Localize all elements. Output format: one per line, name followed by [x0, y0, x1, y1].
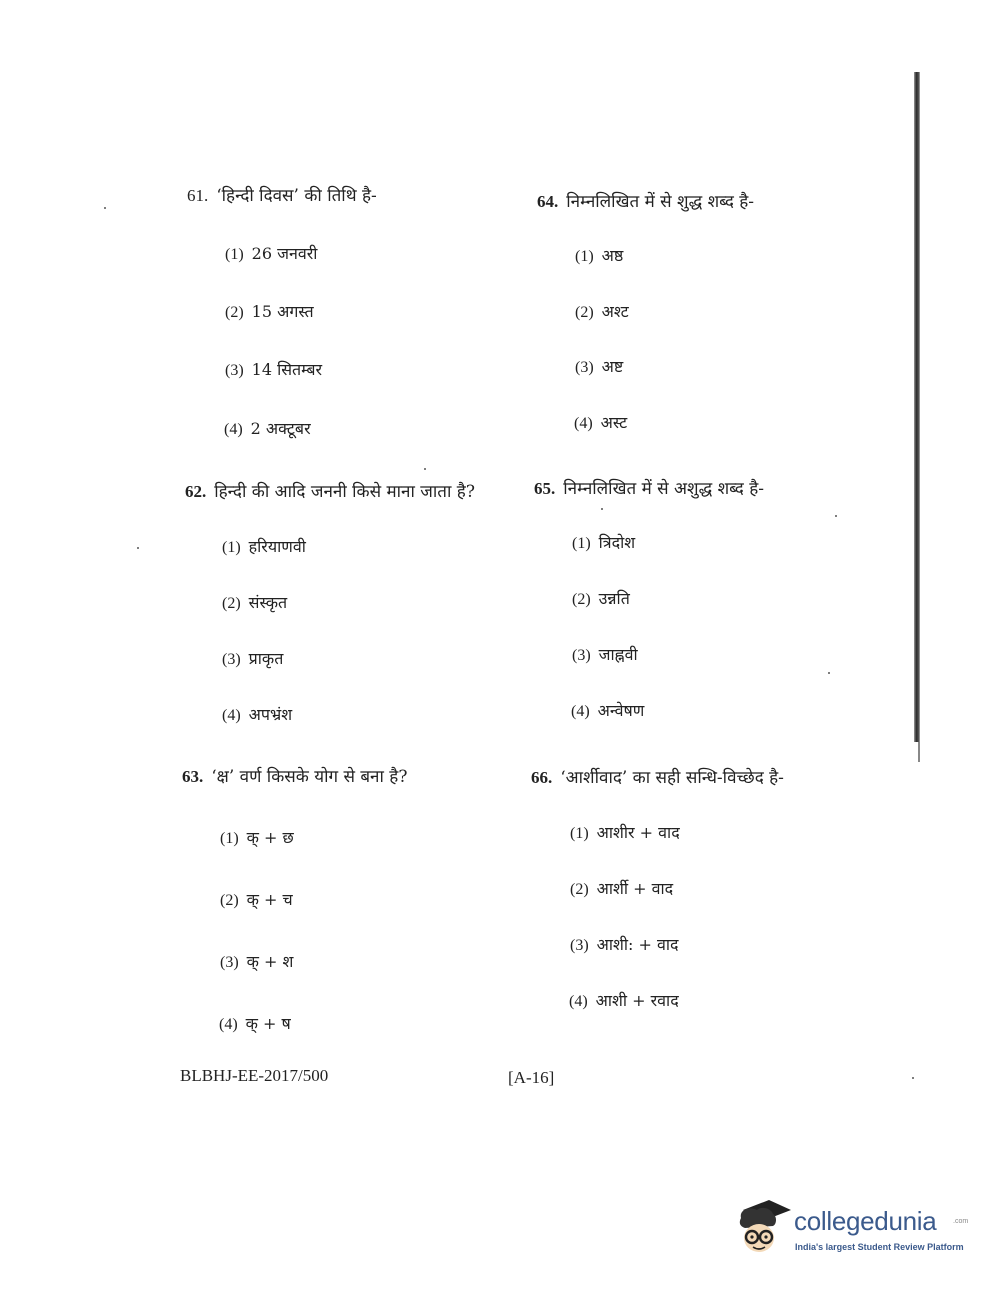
option-label: (1) — [220, 830, 239, 847]
option-text: हरियाणवी — [248, 537, 306, 556]
question-64-option-2[interactable] — [575, 300, 629, 322]
option-text: अस्ट — [600, 413, 628, 432]
question-61-option-3[interactable] — [225, 358, 322, 380]
option-label: (2) — [572, 591, 591, 608]
question-63-option-4[interactable] — [219, 1012, 291, 1034]
option-text: संस्कृत — [248, 593, 288, 612]
scan-edge-shadow-tail — [918, 742, 920, 762]
option-text: आशी: + वाद — [596, 935, 679, 954]
option-label: (2) — [220, 892, 239, 909]
question-64-option-3[interactable] — [575, 355, 623, 377]
question-65 — [534, 476, 764, 499]
question-number: 64. — [537, 192, 559, 211]
option-text: आर्शी + वाद — [596, 879, 674, 898]
question-text: निम्नलिखित में से अशुद्ध शब्द है- — [563, 479, 765, 499]
logo-tagline: India's largest Student Review Platform — [795, 1242, 964, 1252]
option-text: अश्ट — [601, 302, 629, 321]
option-label: (2) — [575, 304, 594, 321]
question-64-option-4[interactable] — [574, 411, 627, 433]
option-label: (1) — [575, 248, 594, 265]
option-text: 26 जनवरी — [251, 244, 318, 263]
option-label: (4) — [571, 703, 590, 720]
scan-speck — [104, 207, 106, 209]
scan-speck — [137, 547, 139, 549]
question-65-option-4[interactable] — [571, 699, 644, 721]
question-text: ‘हिन्दी दिवस’ की तिथि है- — [216, 186, 377, 206]
question-number: 61. — [187, 186, 209, 205]
option-label: (3) — [222, 651, 241, 668]
question-61-option-1[interactable] — [225, 242, 317, 264]
option-text: आशीर + वाद — [596, 823, 680, 842]
question-number: 62. — [185, 482, 207, 501]
question-62-option-1[interactable] — [222, 535, 306, 557]
scan-speck — [424, 468, 426, 470]
question-66-option-1[interactable] — [570, 821, 680, 843]
scan-speck — [835, 515, 837, 517]
option-text: क् + छ — [246, 828, 294, 847]
option-text: अष्ठ — [601, 246, 624, 265]
scan-edge-shadow — [914, 72, 920, 742]
option-text: आशी + रवाद — [595, 991, 679, 1010]
option-label: (4) — [219, 1016, 238, 1033]
question-text: ‘क्ष’ वर्ण किसके योग से बना है? — [211, 767, 408, 787]
option-text: 2 अक्टूबर — [250, 419, 311, 438]
option-text: अन्वेषण — [597, 701, 645, 720]
question-63-option-1[interactable] — [220, 826, 294, 848]
question-65-option-3[interactable] — [572, 643, 638, 665]
option-label: (1) — [222, 539, 241, 556]
page-number: [A-16] — [508, 1068, 555, 1087]
option-label: (2) — [570, 881, 589, 898]
scan-speck — [828, 672, 830, 674]
option-text: उन्नति — [598, 589, 630, 608]
logo-domain-suffix: .com — [953, 1218, 969, 1225]
option-label: (4) — [222, 707, 241, 724]
option-label: (2) — [222, 595, 241, 612]
scan-speck — [912, 1077, 914, 1079]
option-text: अपभ्रंश — [248, 705, 293, 724]
option-text: अष्ट — [601, 357, 624, 376]
option-text: 14 सितम्बर — [251, 360, 323, 379]
option-text: त्रिदोश — [598, 533, 636, 552]
question-63-option-2[interactable] — [220, 888, 293, 910]
question-62-option-2[interactable] — [222, 591, 287, 613]
scan-speck — [601, 508, 603, 510]
question-64 — [537, 189, 754, 212]
option-label: (4) — [569, 993, 588, 1010]
question-text: निम्नलिखित में से शुद्ध शब्द है- — [566, 192, 755, 212]
question-62 — [185, 479, 475, 502]
student-mascot-icon — [735, 1196, 791, 1258]
option-text: जाह्नवी — [598, 645, 638, 664]
collegedunia-logo[interactable] — [735, 1196, 969, 1262]
option-label: (3) — [575, 359, 594, 376]
question-text: ‘आर्शीवाद’ का सही सन्धि-विच्छेद है- — [560, 768, 784, 788]
question-66 — [531, 765, 784, 788]
question-66-option-4[interactable] — [569, 989, 679, 1011]
option-label: (3) — [572, 647, 591, 664]
option-label: (1) — [570, 825, 589, 842]
option-label: (4) — [574, 415, 593, 432]
question-62-option-3[interactable] — [222, 647, 283, 669]
option-label: (1) — [572, 535, 591, 552]
question-64-option-1[interactable] — [575, 244, 623, 266]
question-number: 66. — [531, 768, 553, 787]
question-62-option-4[interactable] — [222, 703, 292, 725]
question-63 — [182, 764, 407, 787]
question-61-option-2[interactable] — [225, 300, 314, 322]
question-text: हिन्दी की आदि जननी किसे माना जाता है? — [214, 482, 475, 502]
option-text: क् + च — [246, 890, 293, 909]
question-61-option-4[interactable] — [224, 417, 311, 439]
question-65-option-1[interactable] — [572, 531, 635, 553]
option-label: (2) — [225, 304, 244, 321]
logo-wordmark: collegedunia — [794, 1206, 937, 1236]
question-63-option-3[interactable] — [220, 950, 293, 972]
option-label: (3) — [225, 362, 244, 379]
option-text: प्राकृत — [248, 649, 284, 668]
option-text: क् + ष — [245, 1014, 291, 1033]
question-65-option-2[interactable] — [572, 587, 630, 609]
question-66-option-3[interactable] — [570, 933, 679, 955]
option-text: 15 अगस्त — [251, 302, 314, 321]
question-number: 65. — [534, 479, 556, 498]
paper-code: BLBHJ-EE-2017/500 — [180, 1066, 329, 1085]
option-text: क् + श — [246, 952, 294, 971]
question-number: 63. — [182, 767, 204, 786]
question-66-option-2[interactable] — [570, 877, 673, 899]
option-label: (4) — [224, 421, 243, 438]
question-61 — [187, 183, 377, 206]
option-label: (3) — [220, 954, 239, 971]
option-label: (1) — [225, 246, 244, 263]
option-label: (3) — [570, 937, 589, 954]
